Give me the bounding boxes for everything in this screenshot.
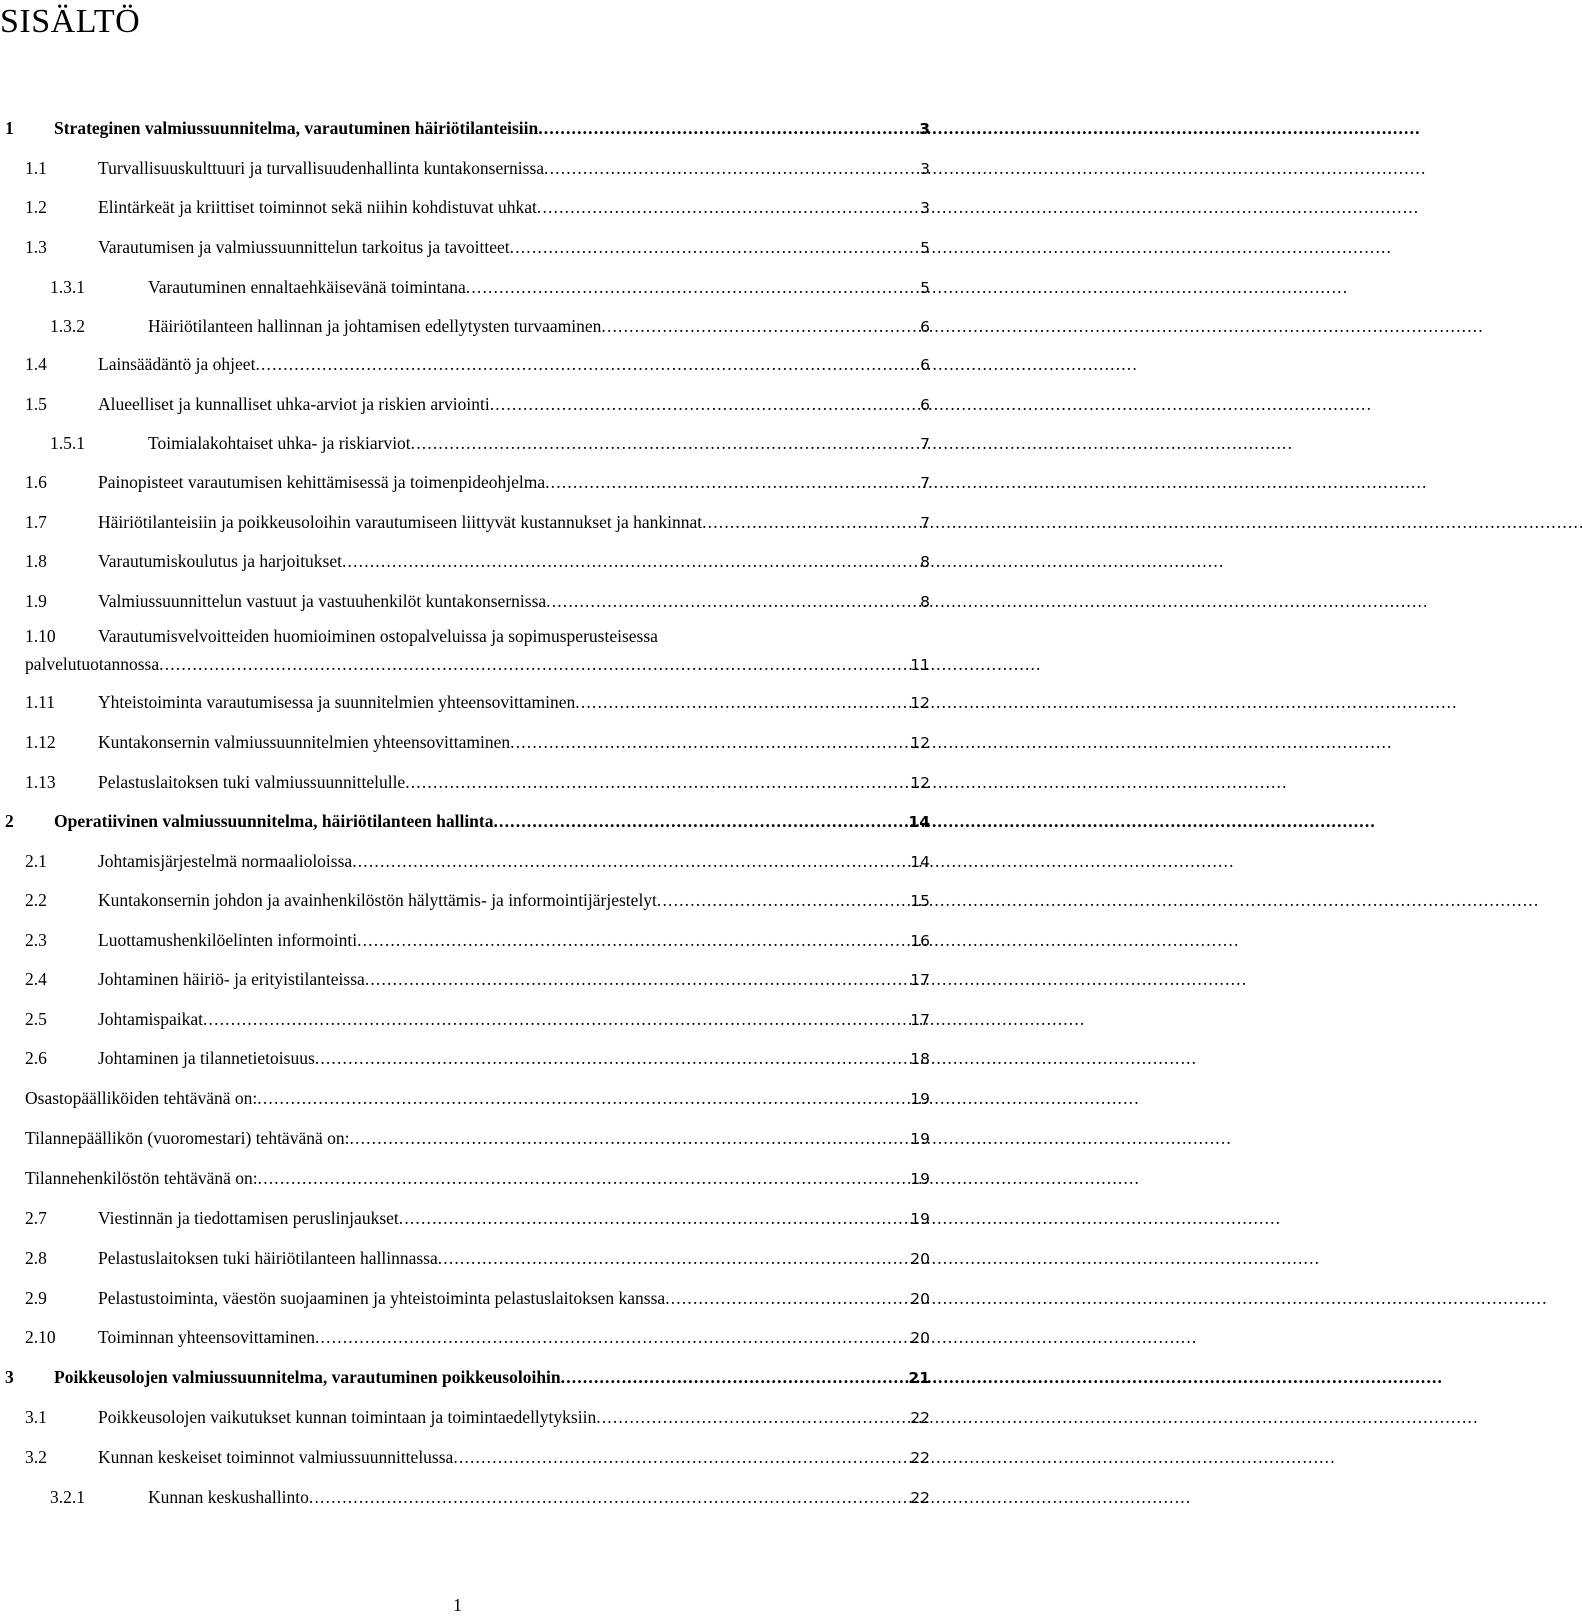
toc-entry[interactable] [25,1446,930,1469]
toc-title: Pelastuslaitoksen tuki häiriötilanteen hallinnassa [98,1248,438,1268]
dot-leader [352,850,908,872]
toc-page: 22 [910,1489,930,1507]
toc-number: 1.2 [25,197,47,217]
toc-title: Häiriötilanteisiin ja poikkeusoloihin varautumiseen liittyvät kustannukset ja hankinnat [98,512,703,532]
toc-number: 2.6 [25,1048,47,1068]
toc-title: Luottamushenkilöelinten informointi [98,930,358,950]
toc-number: 1.6 [25,472,47,492]
toc-page: 19 [910,1130,930,1148]
toc-title: Kunnan keskeiset toiminnot valmiussuunnittelussa [98,1447,454,1467]
dot-leader [203,1008,908,1030]
toc-title: Toimialakohtaiset uhka- ja riskiarviot [148,433,411,453]
toc-number: 1.5 [25,394,47,414]
toc-title: Pelastustoiminta, väestön suojaaminen ja yhteistoiminta pelastuslaitoksen kanssa [98,1288,666,1308]
toc-title: Turvallisuuskulttuuri ja turvallisuudenhallinta kuntakonsernissa [98,158,545,178]
dot-leader [315,1326,908,1348]
toc-number: 2.7 [25,1208,47,1228]
dot-leader [494,810,907,832]
toc-page: 15 [910,892,930,910]
toc-entry[interactable] [25,1087,930,1110]
toc-page: 20 [910,1250,930,1268]
dot-leader [544,157,918,179]
toc-entry[interactable] [25,1008,930,1031]
toc-number: 2.10 [25,1327,56,1347]
toc-entry[interactable] [5,1366,930,1389]
toc-number: 1.3.1 [50,277,85,297]
toc-page: 3 [920,199,930,217]
toc-entry[interactable] [25,393,930,416]
dot-leader [405,771,908,793]
toc-number: 1.13 [25,772,56,792]
dot-leader [438,1247,909,1269]
toc-number: 3.2.1 [50,1487,85,1507]
toc-page: 7 [920,474,930,492]
toc-number: 1.9 [25,591,47,611]
toc-title: Kuntakonsernin johdon ja avainhenkilöstön hälyttämis- ja informointijärjestelyt [98,890,657,910]
toc-entry[interactable] [25,771,930,794]
dot-leader [453,1446,908,1468]
dot-leader [537,196,918,218]
toc-page: 12 [910,734,930,752]
toc-entry[interactable] [25,236,930,259]
toc-page: 19 [910,1210,930,1228]
toc-entry[interactable] [5,117,930,140]
toc-page: 14 [908,813,930,831]
toc-number: 1.11 [25,692,55,712]
toc-page: 12 [910,774,930,792]
toc-page: 17 [910,971,930,989]
dot-leader [601,315,918,337]
toc-entry[interactable] [25,1167,930,1190]
toc-page: 7 [920,435,930,453]
toc-page: 17 [910,1011,930,1029]
toc-number: 2.5 [25,1009,47,1029]
toc-page: 5 [920,279,930,297]
toc-page: 19 [910,1090,930,1108]
toc-title: Varautumisen ja valmiussuunnittelun tarkoitus ja tavoitteet [98,237,510,257]
dot-leader [257,1087,908,1109]
toc-page: 16 [910,932,930,950]
toc-entry[interactable] [25,196,930,219]
toc-title: Tilannepäällikön (vuoromestari) tehtävänä on: [25,1128,350,1148]
toc-page: 3 [919,120,930,138]
toc-title: Johtaminen ja tilannetietoisuus [98,1048,315,1068]
toc-page: 19 [910,1170,930,1188]
toc-entry[interactable] [25,850,930,873]
page-title: SISÄLTÖ [0,3,141,40]
toc-page: 21 [908,1369,930,1387]
dot-leader [545,471,918,493]
dot-leader [596,1406,908,1428]
toc-number: 1.10 [25,626,56,646]
toc-number: 1.7 [25,512,47,532]
toc-title: Johtamisjärjestelmä normaalioloissa [98,851,353,871]
toc-page: 14 [910,853,930,871]
dot-leader [342,550,918,572]
toc-number: 2.3 [25,930,47,950]
toc-entry[interactable] [25,1326,930,1349]
toc-title: Varautumisvelvoitteiden huomioiminen ostopalveluissa ja sopimusperusteisessa [98,626,658,646]
toc-entry[interactable] [25,471,930,494]
toc-page: 3 [920,160,930,178]
toc-number: 1.4 [25,354,47,374]
toc-entry[interactable] [50,1486,930,1509]
page-number: 1 [453,1595,462,1615]
toc-number: 1.12 [25,732,56,752]
toc-entry[interactable] [25,157,930,180]
toc-title: Valmiussuunnittelun vastuut ja vastuuhenkilöt kuntakonsernissa [98,591,547,611]
dot-leader [349,1127,908,1149]
toc-page: 20 [910,1290,930,1308]
toc-page: 12 [910,694,930,712]
toc-title: Häiriötilanteen hallinnan ja johtamisen edellytysten turvaaminen [148,316,602,336]
toc-page: 22 [910,1409,930,1427]
toc-entry[interactable] [25,691,930,714]
dot-leader [702,511,918,533]
toc-title: Viestinnän ja tiedottamisen peruslinjaukset [98,1208,399,1228]
toc-number: 1.5.1 [50,433,85,453]
toc-entry[interactable] [25,731,930,754]
toc-number: 2.4 [25,969,47,989]
toc-title: Varautumiskoulutus ja harjoitukset [98,551,342,571]
toc-number: 1.3 [25,237,47,257]
toc-entry[interactable] [25,968,930,991]
toc-entry[interactable] [25,929,930,952]
toc-entry[interactable] [25,1247,930,1270]
dot-leader [546,590,918,612]
toc-page: 8 [920,593,930,611]
dot-leader [510,236,918,258]
toc-page: 5 [920,239,930,257]
dot-leader [255,353,918,375]
dot-leader [399,1207,909,1229]
toc-number: 2.2 [25,890,47,910]
dot-leader [561,1366,907,1388]
toc-title: Operatiivinen valmiussuunnitelma, häiriötilanteen hallinta [54,811,494,831]
toc-title: Lainsäädäntö ja ohjeet [98,354,256,374]
toc-title: Johtamispaikat [98,1009,203,1029]
toc-entry[interactable] [25,1207,930,1230]
toc-entry[interactable] [25,590,930,613]
dot-leader [365,968,908,990]
toc-entry[interactable] [25,1047,930,1070]
toc-number: 2.9 [25,1288,47,1308]
toc-number: 1.1 [25,158,47,178]
toc-title: Kuntakonsernin valmiussuunnitelmien yhteensovittaminen [98,732,511,752]
toc-title: Johtaminen häiriö- ja erityistilanteissa [98,969,365,989]
toc-entry[interactable] [25,889,930,912]
toc-entry[interactable] [50,315,930,338]
toc-title: Poikkeusolojen valmiussuunnitelma, varautuminen poikkeusoloihin [54,1367,561,1387]
dot-leader [159,653,908,675]
dot-leader [466,276,918,298]
toc-number: 3.1 [25,1407,47,1427]
dot-leader [665,1287,908,1309]
toc-number: 2.1 [25,851,47,871]
dot-leader [309,1486,908,1508]
toc-page: 8 [920,553,930,571]
toc-title: Kunnan keskushallinto [148,1487,309,1507]
toc-title: Poikkeusolojen vaikutukset kunnan toimintaan ja toimintaedellytyksiin [98,1407,597,1427]
toc-number: 1.8 [25,551,47,571]
toc-number: 1.3.2 [50,316,85,336]
toc-title: Painopisteet varautumisen kehittämisessä ja toimenpideohjelma [98,472,546,492]
toc-page: 20 [910,1329,930,1347]
toc-title: Strateginen valmiussuunnitelma, varautuminen häiriötilanteisiin [54,118,539,138]
toc-number: 2.8 [25,1248,47,1268]
dot-leader [575,691,908,713]
dot-leader [315,1047,908,1069]
toc-title: Osastopäälliköiden tehtävänä on: [25,1088,258,1108]
toc-entry[interactable] [25,625,930,676]
toc-entry[interactable] [50,276,930,299]
toc-page: 18 [910,1050,930,1068]
toc-page: 6 [920,356,930,374]
toc-title: Alueelliset ja kunnalliset uhka-arviot ja riskien arviointi [98,394,490,414]
toc-page: 6 [920,396,930,414]
toc-number: 3 [5,1367,14,1387]
toc-title: Tilannehenkilöstön tehtävänä on: [25,1168,258,1188]
toc-page: 7 [920,514,930,532]
toc-page: 6 [920,318,930,336]
toc-entry[interactable] [25,550,930,573]
toc-entry[interactable] [25,1127,930,1150]
toc-number: 2 [5,811,14,831]
dot-leader [510,731,908,753]
toc-title: Pelastuslaitoksen tuki valmiussuunnittelulle [98,772,406,792]
toc-entry[interactable] [50,432,930,455]
toc-entry[interactable] [25,511,930,534]
toc-title: Elintärkeät ja kriittiset toiminnot sekä niihin kohdistuvat uhkat [98,197,537,217]
dot-leader [357,929,908,951]
toc-title: Toiminnan yhteensovittaminen [98,1327,315,1347]
toc-title: Varautuminen ennaltaehkäisevänä toimintana [148,277,466,297]
toc-page: 11 [910,656,930,674]
dot-leader [258,1167,909,1189]
dot-leader [657,889,908,911]
dot-leader [411,432,918,454]
toc-entry[interactable] [25,1287,930,1310]
toc-title-continued: palvelutuotannossa [25,654,160,674]
toc-page: 22 [910,1449,930,1467]
toc-entry[interactable] [25,1406,930,1429]
toc-entry[interactable] [25,353,930,376]
dot-leader [538,117,917,139]
toc-entry[interactable] [5,810,930,833]
dot-leader [490,393,918,415]
toc-title: Yhteistoiminta varautumisessa ja suunnitelmien yhteensovittaminen [98,692,576,712]
toc-number: 3.2 [25,1447,47,1467]
toc-number: 1 [5,118,14,138]
